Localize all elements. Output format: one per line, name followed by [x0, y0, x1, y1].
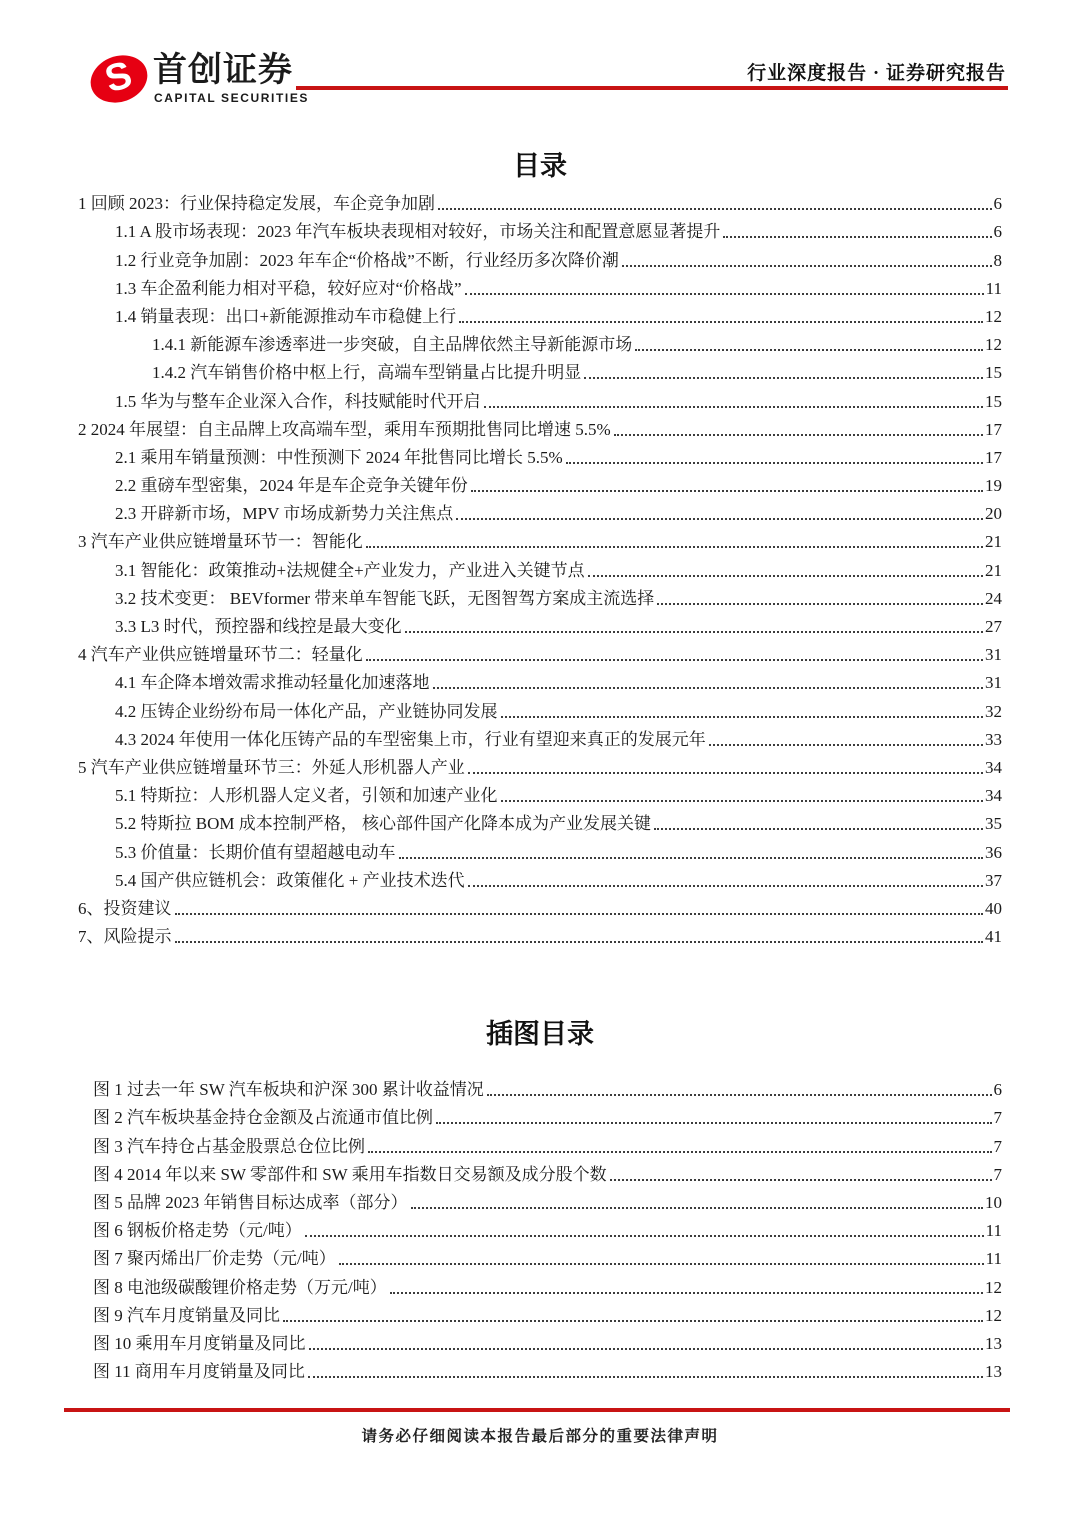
dotted-leader	[436, 1122, 992, 1124]
dotted-leader	[308, 1376, 983, 1378]
toc-entry	[78, 609, 1002, 637]
toc-entry-text: 4.1 车企降本增效需求推动轻量化加速落地	[115, 673, 430, 693]
toc-entry	[78, 214, 1002, 242]
figure-toc-entry	[78, 1157, 1002, 1185]
figure-toc-entry-text: 图 5 品牌 2023 年销售目标达成率（部分）	[93, 1192, 408, 1212]
figure-toc-entry-text: 图 9 汽车月度销量及同比	[93, 1305, 280, 1325]
toc-entry-text: 5.2 特斯拉 BOM 成本控制严格， 核心部件国产化降本成为产业发展关键	[115, 814, 651, 834]
toc-entry	[78, 299, 1002, 327]
toc-entry	[78, 778, 1002, 806]
toc-entry	[78, 496, 1002, 524]
logo-english-name: CAPITAL SECURITIES	[154, 91, 310, 105]
dotted-leader	[283, 1320, 983, 1322]
header-divider	[296, 86, 1008, 90]
toc-entry-text: 3.2 技术变更： BEVformer 带来单车智能飞跃，无图智驾方案成主流选择	[115, 588, 655, 608]
toc-entry	[78, 468, 1002, 496]
dotted-leader	[305, 1235, 984, 1237]
figure-toc-entry-page: 6	[993, 1080, 1002, 1100]
dotted-leader	[433, 687, 984, 689]
logo-chinese-name: 首创证券	[153, 51, 293, 89]
toc-entry-page: 31	[985, 673, 1002, 693]
figure-toc-entry-text: 图 10 乘用车月度销量及同比	[93, 1333, 306, 1353]
figure-toc-entry	[78, 1213, 1002, 1241]
dotted-leader	[438, 208, 992, 210]
toc-entry-text: 1.4.2 汽车销售价格中枢上行，高端车型销量占比提升明显	[152, 363, 582, 383]
toc-entry	[78, 863, 1002, 891]
toc-entry-text: 3 汽车产业供应链增量环节一：智能化	[78, 532, 363, 552]
toc-entry	[78, 186, 1002, 214]
toc-entry-text: 1 回顾 2023：行业保持稳定发展，车企竞争加剧	[78, 194, 435, 214]
dotted-leader	[622, 265, 992, 267]
figure-toc-entry-page: 12	[985, 1277, 1002, 1297]
figure-toc-entry-page: 12	[985, 1305, 1002, 1325]
dotted-leader	[468, 885, 983, 887]
toc-entry-text: 2.1 乘用车销量预测：中性预测下 2024 年批售同比增长 5.5%	[115, 447, 563, 467]
dotted-leader	[614, 434, 983, 436]
dotted-leader	[654, 828, 983, 830]
toc-entry	[78, 637, 1002, 665]
toc-entry-page: 37	[985, 870, 1002, 890]
toc-entry-text: 4 汽车产业供应链增量环节二：轻量化	[78, 645, 363, 665]
toc-entry-text: 3.3 L3 时代，预控器和线控是最大变化	[115, 617, 402, 636]
toc-entry-page: 12	[985, 335, 1002, 355]
figure-toc-entry-page: 7	[993, 1136, 1002, 1156]
figure-toc-entry-page: 13	[985, 1333, 1002, 1353]
figure-toc-entry	[78, 1298, 1002, 1326]
toc-entry	[78, 524, 1002, 552]
dotted-leader	[366, 546, 983, 548]
toc-entry	[78, 355, 1002, 383]
dotted-leader	[405, 631, 983, 633]
toc-entry-page: 41	[985, 927, 1002, 947]
dotted-leader	[175, 913, 984, 915]
toc-entry-text: 5.1 特斯拉：人形机器人定义者，引领和加速产业化	[115, 786, 498, 806]
dotted-leader	[471, 490, 983, 492]
toc-entry-page: 15	[985, 363, 1002, 383]
dotted-leader	[390, 1292, 983, 1294]
figure-toc-entry-text: 图 6 钢板价格走势（元/吨）	[93, 1221, 302, 1241]
report-type-label: 行业深度报告 · 证券研究报告	[747, 63, 1006, 84]
toc-entry-text: 1.2 行业竞争加剧：2023 年车企“价格战”不断，行业经历多次降价潮	[115, 250, 619, 270]
dotted-leader	[465, 293, 984, 295]
capital-securities-logo-icon	[88, 50, 150, 108]
footer-disclaimer: 请务必仔细阅读本报告最后部分的重要法律声明	[361, 1428, 719, 1445]
dotted-leader	[484, 406, 984, 408]
toc-entry-text: 1.5 华为与整车企业深入合作，科技赋能时代开启	[115, 391, 481, 411]
dotted-leader	[610, 1179, 992, 1181]
toc-entry-page: 40	[985, 898, 1002, 918]
toc-entry-text: 1.1 A 股市场表现：2023 年汽车板块表现相对较好，市场关注和配置意愿显著提升	[115, 222, 721, 242]
dotted-leader	[501, 716, 984, 718]
toc-entry	[78, 327, 1002, 355]
figure-toc-entry-text: 图 3 汽车持仓占基金股票总仓位比例	[93, 1136, 365, 1156]
toc-entry-page: 15	[985, 391, 1002, 411]
toc-entry	[78, 693, 1002, 721]
toc-entry	[78, 750, 1002, 778]
toc-entry-page: 6	[993, 222, 1002, 242]
toc-entry-text: 6、投资建议	[78, 898, 172, 918]
figure-toc-entry-text: 图 1 过去一年 SW 汽车板块和沪深 300 累计收益情况	[93, 1080, 484, 1100]
toc-entry	[78, 919, 1002, 947]
figure-toc-entry-text: 图 11 商用车月度销量及同比	[93, 1362, 305, 1382]
toc-entry-page: 34	[985, 757, 1002, 777]
dotted-leader	[709, 744, 983, 746]
toc-entry-page: 31	[985, 645, 1002, 665]
toc-entry-text: 4.3 2024 年使用一体化压铸产品的车型密集上市，行业有望迎来真正的发展元年	[115, 729, 706, 749]
toc-entry	[78, 440, 1002, 468]
toc-entry-text: 1.3 车企盈利能力相对平稳，较好应对“价格战”	[115, 278, 462, 298]
dotted-leader	[175, 941, 984, 943]
toc-entry-text: 5.3 价值量：长期价值有望超越电动车	[115, 842, 396, 862]
toc-entry-page: 21	[985, 560, 1002, 580]
toc-entry-page: 6	[993, 194, 1002, 214]
dotted-leader	[309, 1348, 984, 1350]
dotted-leader	[339, 1263, 984, 1265]
toc-entry-text: 5 汽车产业供应链增量环节三：外延人形机器人产业	[78, 757, 465, 777]
dotted-leader	[566, 462, 983, 464]
toc-entry-page: 32	[985, 701, 1002, 721]
toc-entry-text: 1.4 销量表现：出口+新能源推动车市稳健上行	[115, 306, 457, 326]
toc-entry-text: 2.3 开辟新市场，MPV 市场成新势力关注焦点	[115, 504, 454, 524]
dotted-leader	[368, 1151, 992, 1153]
figure-toc-entry	[78, 1326, 1002, 1354]
figure-toc-entry-page: 11	[985, 1221, 1002, 1241]
dotted-leader	[501, 800, 984, 802]
toc-entry-text: 2.2 重磅车型密集，2024 年是车企竞争关键年份	[115, 476, 468, 496]
dotted-leader	[635, 349, 983, 351]
figure-toc-entry-text: 图 2 汽车板块基金持仓金额及占流通市值比例	[93, 1108, 433, 1128]
toc-entry-text: 4.2 压铸企业纷纷布局一体化产品，产业链协同发展	[115, 701, 498, 721]
dotted-leader	[456, 518, 983, 520]
toc-entry	[78, 891, 1002, 919]
toc-entry-page: 36	[985, 842, 1002, 862]
figure-toc-entry	[78, 1241, 1002, 1269]
toc-entry	[78, 552, 1002, 580]
dotted-leader	[459, 321, 983, 323]
figure-toc-entry-text: 图 7 聚丙烯出厂价走势（元/吨）	[93, 1249, 336, 1269]
figure-toc-entry-page: 10	[985, 1192, 1002, 1212]
dotted-leader	[723, 236, 991, 238]
toc-entry	[78, 581, 1002, 609]
dotted-leader	[588, 575, 983, 577]
figure-toc-entry-page: 13	[985, 1362, 1002, 1382]
toc-entry-page: 33	[985, 729, 1002, 749]
figure-toc-entry-text: 图 8 电池级碳酸锂价格走势（万元/吨）	[93, 1277, 387, 1297]
toc-entry	[78, 242, 1002, 270]
toc-entry-text: 5.4 国产供应链机会：政策催化 + 产业技术迭代	[115, 870, 465, 890]
figure-toc-entry	[78, 1128, 1002, 1156]
dotted-leader	[399, 857, 984, 859]
figure-toc-entry-page: 11	[985, 1249, 1002, 1269]
toc-entry	[78, 271, 1002, 299]
figure-toc-entry-text: 图 4 2014 年以来 SW 零部件和 SW 乘用车指数日交易额及成分股个数	[93, 1164, 607, 1184]
toc-entry	[78, 383, 1002, 411]
figure-toc-entry-page: 7	[993, 1108, 1002, 1128]
toc-entry-page: 34	[985, 786, 1002, 806]
toc-entry-page: 17	[985, 447, 1002, 467]
toc-entry-page: 24	[985, 588, 1002, 608]
toc-entry-text: 1.4.1 新能源车渗透率进一步突破，自主品牌依然主导新能源市场	[152, 335, 633, 355]
figure-toc-entry	[78, 1269, 1002, 1297]
toc-entry-page: 35	[985, 814, 1002, 834]
figure-toc-list	[78, 1072, 1002, 1382]
dotted-leader	[411, 1207, 984, 1209]
svg-text:S: S	[100, 52, 137, 102]
figure-toc-entry-page: 7	[993, 1164, 1002, 1184]
toc-entry	[78, 722, 1002, 750]
toc-entry-page: 12	[985, 306, 1002, 326]
dotted-leader	[366, 659, 983, 661]
toc-entry	[78, 412, 1002, 440]
dotted-leader	[657, 603, 983, 605]
figure-toc-title: 插图目录	[486, 1019, 594, 1049]
toc-entry-text: 3.1 智能化：政策推动+法规健全+产业发力，产业进入关键节点	[115, 560, 585, 580]
toc-entry-page: 11	[985, 278, 1002, 298]
toc-title: 目录	[513, 151, 567, 181]
figure-toc-entry	[78, 1185, 1002, 1213]
footer-divider	[64, 1408, 1010, 1412]
dotted-leader	[468, 772, 983, 774]
toc-list	[78, 186, 1002, 947]
toc-entry-page: 17	[985, 419, 1002, 439]
toc-entry-page: 8	[993, 250, 1002, 270]
toc-entry	[78, 834, 1002, 862]
toc-entry-page: 20	[985, 504, 1002, 524]
figure-toc-entry	[78, 1100, 1002, 1128]
toc-entry-page: 27	[985, 617, 1002, 636]
dotted-leader	[584, 377, 983, 379]
figure-toc-entry	[78, 1354, 1002, 1382]
figure-toc-entry	[78, 1072, 1002, 1100]
toc-entry	[78, 665, 1002, 693]
toc-entry-page: 19	[985, 476, 1002, 496]
toc-entry-page: 21	[985, 532, 1002, 552]
toc-entry	[78, 806, 1002, 834]
dotted-leader	[487, 1094, 992, 1096]
toc-entry-text: 2 2024 年展望：自主品牌上攻高端车型，乘用车预期批售同比增速 5.5%	[78, 419, 611, 439]
toc-entry-text: 7、风险提示	[78, 927, 172, 947]
